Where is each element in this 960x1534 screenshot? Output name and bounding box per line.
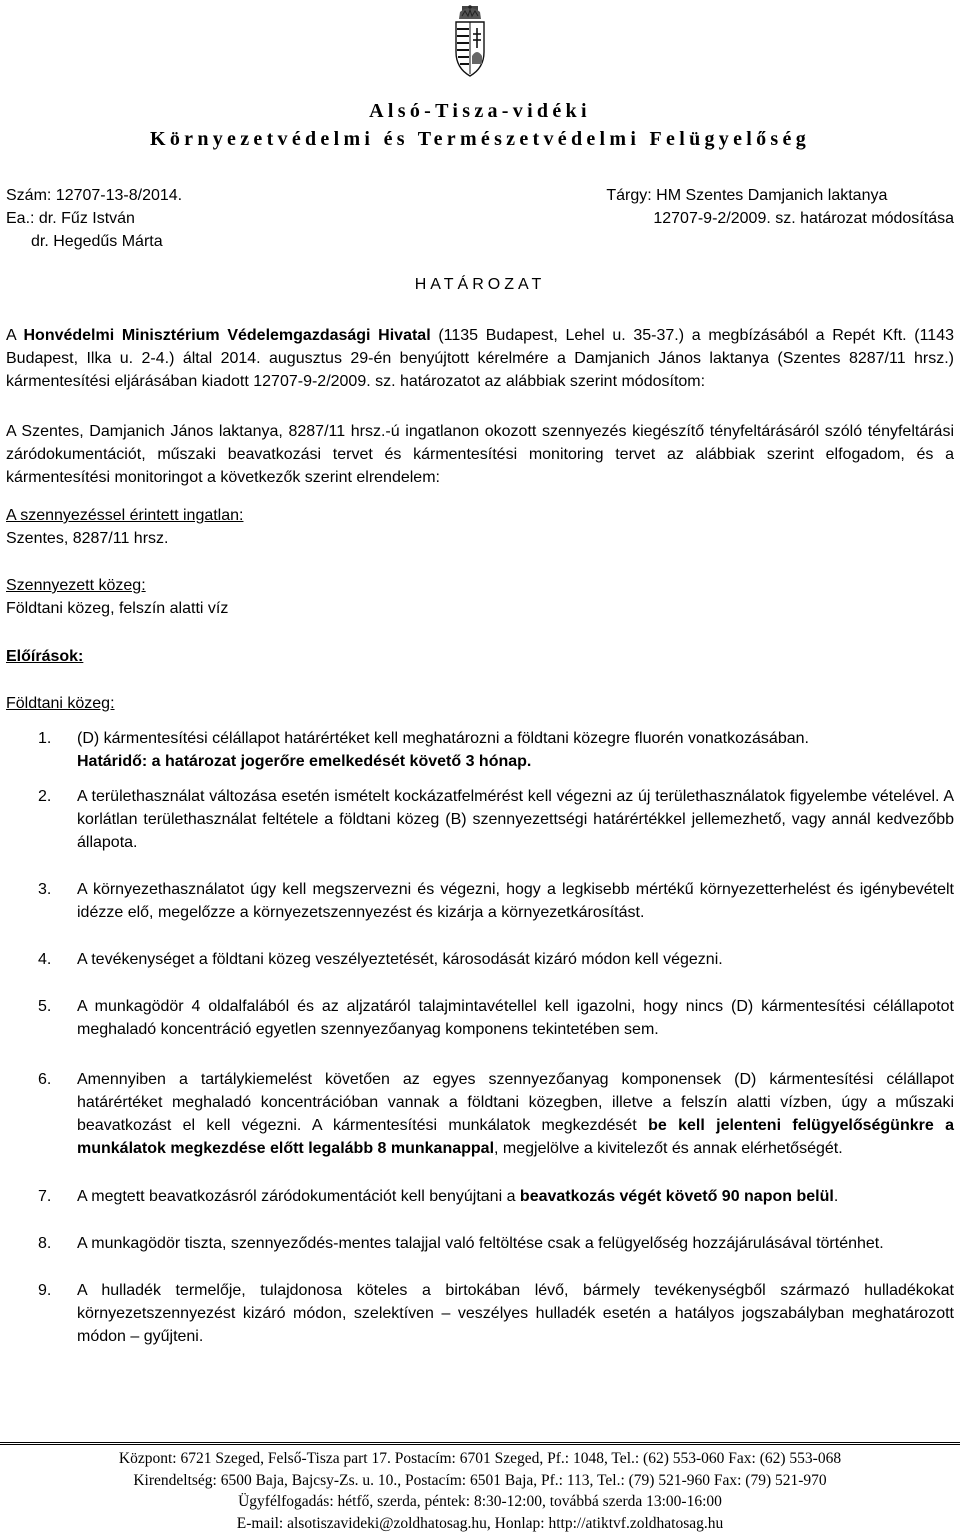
list-item-text: Amennyiben a tartálykiemelést követően az egyes szennyezőanyag komponensek (D) kármentesítési célállapot határértéket meghaladó koncentrációban vannak a földtani közegben, illetve a felszín alatti vízben, úgy a műszaki beavatkozást el kell végezni. A kármentesítési munkálatok megkezdését [77,1071,954,1134]
authority-name-line1: Alsó-Tisza-vidéki [0,100,960,123]
list-item-text: A megtett beavatkozásról záródokumentációt kell benyújtani a [77,1188,520,1205]
list-item-text: A környezethasználatot úgy kell megszervezni és végezni, hogy a legkisebb mértékű környezetterhelést és igénybevételt idézze elő, megelőzze a környezetszennyezést és kizárja a környezetkárosítást. [77,878,954,924]
list-item-text: A területhasználat változása esetén ismételt kockázatfelmérést kell végezni az új területhasználatok figyelembe vételével. A korlátlan területhasználat feltétele a földtani közeg (B) szennyezettségi határértékkel jellemezhető, vagy annál kedvezőbb állapota. [77,785,954,854]
case-officer-line2: dr. Hegedűs Márta [6,230,182,253]
footer-headquarters: Központ: 6721 Szeged, Felső-Tisza part 17. Postacím: 6701 Szeged, Pf.: 1048, Tel.: (62) 553-060 Fax: (62) 553-068 [0,1448,960,1470]
footer-branch-office: Kirendeltség: 6500 Baja, Bajcsy-Zs. u. 10., Postacím: 6501 Baja, Pf.: 113, Tel.: (79) 521-960 Fax: (79) 521-970 [0,1470,960,1492]
subject-line1: Tárgy: HM Szentes Damjanich laktanya [606,184,954,207]
list-item-text-end: . [834,1188,838,1205]
footer-contact: E-mail: alsotiszavideki@zoldhatosag.hu, Honlap: http://atiktvf.zoldhatosag.hu [0,1513,960,1534]
soil-heading: Földtani közeg: [6,692,115,715]
intro-paragraph [6,324,954,393]
list-item [38,995,954,1041]
property-label: A szennyezéssel érintett ingatlan: [6,504,243,527]
document-title: HATÁROZAT [0,276,960,294]
medium-block [6,574,228,620]
approval-paragraph: A Szentes, Damjanich János laktanya, 8287/11 hrsz.-ú ingatlanon okozott szennyezés kiegészítő tényfeltárásáról szóló tényfeltárási záródokumentációt, műszaki beavatkozási tervet és kármentesítési monitoring tervet az alábbiak szerint elfogadom, és a kármentesítési monitoringot a következők szerint elrendelem: [6,420,954,489]
list-item-number: 7. [38,1185,68,1208]
intro-authority-name: Honvédelmi Minisztérium Védelemgazdasági Hivatal [23,327,430,344]
notification-requirement: be kell jelenteni felügyelőségünkre a munkálatok megkezdése előtt legalább 8 munkanappal [77,1117,954,1157]
list-item-text: A munkagödör 4 oldalfalából és az aljzatáról talajmintavétellel kell igazolni, hogy nincs (D) kármentesítési célállapotot meghaladó koncentráció egyetlen szennyezőanyag komponens tekintetében sem. [77,995,954,1041]
list-item-number: 8. [38,1232,68,1255]
list-item [38,785,954,854]
property-value: Szentes, 8287/11 hrsz. [6,527,243,550]
intro-text-a: A [6,327,23,344]
list-item-text: A munkagödör tiszta, szennyeződés-mentes talajjal való feltöltése csak a felügyelőség hozzájárulásával történhet. [77,1232,954,1255]
intro-text-b: (1135 Budapest, Lehel u. 35-37.) a megbízásából a Repét Kft. (1143 Budapest, Ilka u. 2-4.) által 2014. augusztus 29-én benyújtott kérelmére a Damjanich János laktanya (Szentes 8287/11 hrsz.) kármentesítési eljárásában kiadott 12707-9-2/2009. sz. határozatot az alábbiak szerint módosítom: [6,327,954,390]
subject-block [606,184,954,230]
medium-label: Szennyezett közeg: [6,574,228,597]
list-item-number: 1. [38,727,68,750]
case-officer-line1: Ea.: dr. Fűz István [6,207,182,230]
subject-line2: 12707-9-2/2009. sz. határozat módosítása [606,207,954,230]
list-item [38,878,954,924]
list-item-number: 6. [38,1068,68,1091]
rules-heading: Előírások: [6,645,83,668]
reference-block [6,184,182,253]
deadline-text: beavatkozás végét követő 90 napon belül [520,1188,834,1205]
list-item-number: 4. [38,948,68,971]
list-item-number: 9. [38,1279,68,1302]
list-item-text-end: , megjelölve a kivitelezőt és annak elérhetőségét. [494,1140,843,1157]
list-item-number: 2. [38,785,68,808]
list-item [38,948,954,971]
footer-office-hours: Ügyfélfogadás: hétfő, szerda, péntek: 8:30-12:00, továbbá szerda 13:00-16:00 [0,1491,960,1513]
page-footer [0,1442,960,1534]
property-block [6,504,243,550]
coat-of-arms-icon [450,4,490,78]
list-item [38,1185,954,1208]
list-item-text: A hulladék termelője, tulajdonosa köteles a birtokában lévő, bármely tevékenységből származó hulladékokat környezetszennyezést kizáró módon, szelektíven – veszélyes hulladék esetén a hatályos jogszabályban meghatározott módon – gyűjteni. [77,1279,954,1348]
reference-number: Szám: 12707-13-8/2014. [6,184,182,207]
list-item [38,1068,954,1160]
list-item [38,1279,954,1348]
list-item-text: (D) kármentesítési célállapot határértéket kell meghatározni a földtani közegre fluorén vonatkozásában. [77,727,954,750]
list-item-number: 5. [38,995,68,1018]
authority-name-line2: Környezetvédelmi és Természetvédelmi Felügyelőség [0,128,960,151]
list-item-text: A tevékenységet a földtani közeg veszélyeztetését, károsodását kizáró módon kell végezni. [77,948,954,971]
list-item-number: 3. [38,878,68,901]
list-item [38,1232,954,1255]
list-item [38,727,954,773]
medium-value: Földtani közeg, felszín alatti víz [6,597,228,620]
deadline-text: Határidő: a határozat jogerőre emelkedését követő 3 hónap. [77,750,954,773]
